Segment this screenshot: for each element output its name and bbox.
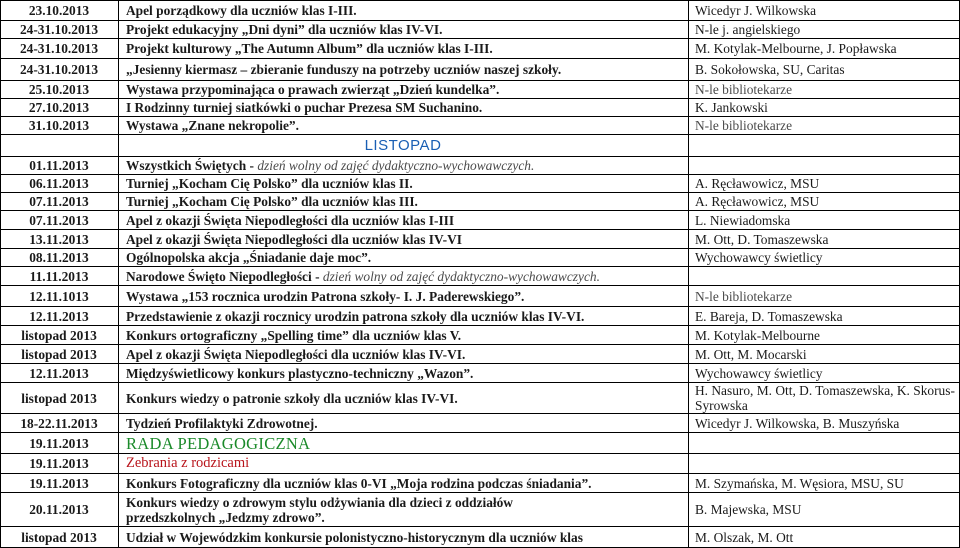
section-title-listopad: LISTOPAD — [364, 137, 442, 154]
date-cell: 12.11.2013 — [29, 308, 89, 324]
date-cell: 07.11.2013 — [29, 212, 89, 228]
date-cell: 27.10.2013 — [28, 100, 90, 115]
responsible-cell: Wychowawcy świetlicy — [695, 365, 823, 381]
table-row — [0, 285, 960, 306]
responsible-cell: B. Sokołowska, SU, Caritas — [695, 62, 845, 77]
event-cell: Wystawa przypominająca o prawach zwierząt „Dzień kundelka”. — [126, 82, 500, 97]
table-row — [0, 192, 960, 210]
event-cell-council: RADA PEDAGOGICZNA — [126, 433, 311, 453]
event-cell — [118, 157, 688, 174]
event-cell: Konkurs Fotograficzny dla uczniów klas 0-VI „Moja rodzina podczas śniadania”. — [126, 475, 592, 491]
event-cell: Konkurs ortograficzny „Spelling time” dla uczniów klas V. — [126, 327, 462, 343]
event-cell: Turniej „Kocham Cię Polsko” dla uczniów klas II. — [126, 176, 413, 191]
date-cell: 19.11.2013 — [29, 475, 89, 491]
event-text: Narodowe Święto Niepodległości - — [126, 268, 320, 284]
responsible-cell — [688, 157, 960, 174]
date-cell: 18-22.11.2013 — [20, 415, 98, 431]
date-cell: 23.10.2013 — [28, 3, 90, 18]
date-cell: 25.10.2013 — [28, 82, 90, 97]
date-cell: 31.10.2013 — [28, 118, 90, 133]
table-row — [0, 432, 960, 453]
responsible-cell: A. Ręcławowicz, MSU — [695, 194, 820, 209]
responsible-cell: M. Ott, D. Tomaszewska — [695, 231, 829, 247]
responsible-cell: E. Bareja, D. Tomaszewska — [695, 308, 843, 324]
event-cell: I Rodzinny turniej siatkówki o puchar Prezesa SM Suchanino. — [126, 100, 483, 115]
responsible-cell: N-le bibliotekarze — [695, 82, 793, 97]
responsible-cell: K. Jankowski — [695, 100, 768, 115]
date-cell: listopad 2013 — [21, 327, 97, 343]
table-row — [0, 248, 960, 266]
event-cell: Ogólnopolska akcja „Śniadanie daje moc”. — [126, 250, 372, 265]
date-cell: 19.11.2013 — [29, 456, 89, 471]
section-row — [0, 134, 960, 156]
table-row — [0, 58, 960, 80]
event-cell: Apel z okazji Święta Niepodległości dla uczniów klas I-III — [126, 212, 455, 228]
event-text: Wszystkich Świętych - — [126, 158, 254, 173]
event-cell: Konkurs wiedzy o zdrowym stylu odżywiania dla dzieci z oddziałów przedszkolnych „Jedzmy zdrowo”. — [126, 494, 513, 525]
date-cell: listopad 2013 — [21, 346, 97, 362]
table-row — [0, 413, 960, 432]
responsible-cell: N-le bibliotekarze — [695, 118, 793, 133]
table-row — [0, 306, 960, 325]
date-cell: listopad 2013 — [21, 529, 97, 545]
date-cell: listopad 2013 — [21, 390, 97, 406]
table-row — [0, 492, 960, 526]
event-cell: Apel porządkowy dla uczniów klas I-III. — [126, 3, 357, 18]
event-cell: Apel z okazji Święta Niepodległości dla uczniów klas IV-VI — [126, 231, 463, 247]
table-row — [0, 363, 960, 382]
date-cell: 20.11.2013 — [29, 502, 89, 517]
table-row — [0, 116, 960, 134]
table-row — [0, 210, 960, 229]
responsible-cell: M. Kotylak-Melbourne, J. Popławska — [695, 41, 897, 56]
date-cell: 11.11.2013 — [29, 268, 89, 284]
responsible-cell: L. Niewiadomska — [695, 212, 791, 228]
date-cell: 07.11.2013 — [29, 194, 89, 209]
table-row — [0, 229, 960, 248]
event-cell: Międzyświetlicowy konkurs plastyczno-techniczny „Wazon”. — [126, 365, 474, 381]
date-cell: 12.11.2013 — [29, 365, 89, 381]
event-cell: Projekt edukacyjny „Dni dyni” dla uczniów klas IV-VI. — [126, 22, 443, 37]
responsible-cell — [688, 433, 960, 453]
event-cell: Wystawa „Znane nekropolie”. — [126, 118, 299, 133]
event-cell-parents-meeting: Zebrania z rodzicami — [126, 455, 250, 471]
date-cell: 13.11.2013 — [29, 231, 89, 247]
table-row — [0, 20, 960, 38]
date-cell: 06.11.2013 — [29, 176, 89, 191]
date-cell: 01.11.2013 — [29, 158, 89, 173]
responsible-cell — [688, 267, 960, 285]
date-cell: 12.11.1013 — [29, 288, 89, 304]
table-row — [0, 0, 960, 20]
responsible-cell: Wicedyr J. Wilkowska — [695, 3, 817, 18]
table-row — [0, 98, 960, 116]
responsible-cell — [688, 454, 960, 473]
table-row — [0, 382, 960, 413]
responsible-cell: N-le j. angielskiego — [695, 22, 801, 37]
responsible-cell: M. Kotylak-Melbourne — [695, 327, 820, 343]
responsible-cell: Wychowawcy świetlicy — [695, 250, 823, 265]
date-cell: 08.11.2013 — [29, 250, 89, 265]
table-row — [0, 174, 960, 192]
date-cell: 24-31.10.2013 — [19, 62, 99, 77]
event-cell: „Jesienny kiermasz – zbieranie funduszy na potrzeby uczniów naszej szkoły. — [126, 62, 562, 77]
date-cell: 24-31.10.2013 — [19, 41, 99, 56]
event-cell — [118, 267, 688, 285]
table-row — [0, 344, 960, 363]
event-cell: Konkurs wiedzy o patronie szkoły dla uczniów klas IV-VI. — [126, 390, 458, 406]
table-row — [0, 266, 960, 285]
event-cell: Udział w Wojewódzkim konkursie polonistyczno-historycznym dla uczniów klas — [126, 529, 583, 545]
table-row — [0, 453, 960, 473]
responsible-cell: Wicedyr J. Wilkowska, B. Muszyńska — [695, 415, 900, 431]
event-cell: Apel z okazji Święta Niepodległości dla uczniów klas IV-VI. — [126, 346, 466, 362]
event-cell: Tydzień Profilaktyki Zdrowotnej. — [126, 415, 318, 431]
event-cell: Przedstawienie z okazji rocznicy urodzin patrona szkoły dla uczniów klas IV-VI. — [126, 308, 585, 324]
holiday-note: dzień wolny od zajęć dydaktyczno-wychowawczych. — [322, 268, 600, 284]
responsible-cell: M. Olszak, M. Ott — [695, 529, 794, 545]
table-row — [0, 526, 960, 548]
responsible-cell: N-le bibliotekarze — [695, 288, 793, 304]
table-row — [0, 156, 960, 174]
event-cell: Turniej „Kocham Cię Polsko” dla uczniów klas III. — [126, 194, 418, 209]
table-row — [0, 325, 960, 344]
responsible-cell: B. Majewska, MSU — [695, 502, 802, 517]
responsible-cell: M. Szymańska, M. Węsiora, MSU, SU — [695, 475, 904, 491]
responsible-cell: A. Ręcławowicz, MSU — [695, 176, 820, 191]
table-row — [0, 38, 960, 58]
responsible-cell: M. Ott, M. Mocarski — [695, 346, 807, 362]
responsible-cell: H. Nasuro, M. Ott, D. Tomaszewska, K. Skorus-Syrowska — [695, 383, 955, 413]
event-cell: Projekt kulturowy „The Autumn Album” dla uczniów klas I-III. — [126, 41, 493, 56]
holiday-note: dzień wolny od zajęć dydaktyczno-wychowawczych. — [257, 158, 535, 173]
table-row — [0, 473, 960, 492]
date-cell: 19.11.2013 — [29, 435, 89, 451]
table-row — [0, 80, 960, 98]
event-cell: Wystawa „153 rocznica urodzin Patrona szkoły- I. J. Paderewskiego”. — [126, 288, 525, 304]
date-cell: 24-31.10.2013 — [19, 22, 99, 37]
